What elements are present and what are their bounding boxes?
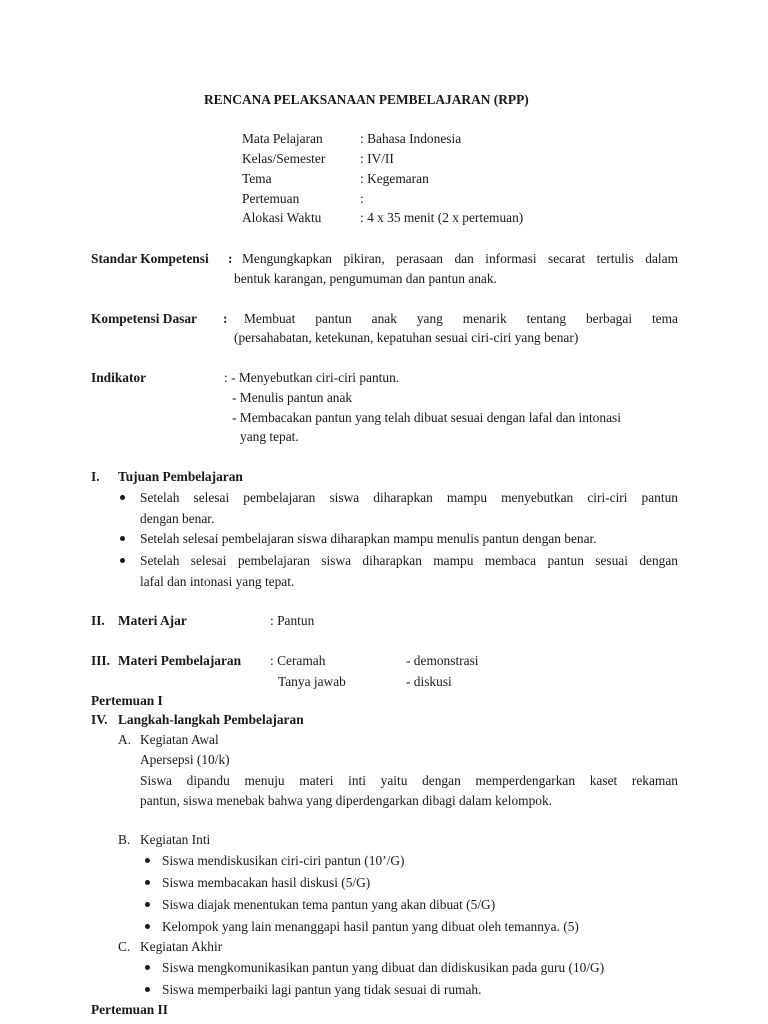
kegiatan-inti-heading: Kegiatan Inti bbox=[140, 832, 211, 847]
bullet-icon bbox=[145, 880, 150, 885]
activity-letter-b: B. bbox=[118, 832, 131, 847]
identity-value-class: : IV/II bbox=[360, 151, 394, 166]
identity-label-class: Kelas/Semester bbox=[242, 151, 326, 166]
standar-text-line2: bentuk karangan, pengumuman dan pantun anak. bbox=[234, 271, 497, 286]
akhir-item: Siswa mengkomunikasikan pantun yang dibuat dan didiskusikan pada guru (10/G) bbox=[162, 960, 605, 975]
bullet-icon bbox=[145, 902, 150, 907]
inti-item: Siswa diajak menentukan tema pantun yang akan dibuat (5/G) bbox=[162, 897, 496, 912]
tujuan-bullet2: Setelah selesai pembelajaran siswa diharapkan mampu menulis pantun dengan benar. bbox=[140, 531, 597, 546]
indikator-line1: : - Menyebutkan ciri-ciri pantun. bbox=[224, 370, 400, 385]
method-tanya-jawab: Tanya jawab bbox=[278, 674, 346, 689]
tujuan-bullet1-line1: Setelah selesai pembelajaran siswa diharapkan mampu menyebutkan ciri-ciri pantun bbox=[140, 490, 678, 505]
indikator-label: Indikator bbox=[91, 370, 147, 385]
tujuan-bullet3-line2: lafal dan intonasi yang tepat. bbox=[140, 574, 295, 589]
bullet-icon bbox=[145, 965, 150, 970]
kompetensi-text-line1: Membuat pantun anak yang menarik tentang berbagai tema bbox=[244, 311, 678, 326]
bullet-icon bbox=[145, 924, 150, 929]
kegiatan-awal-heading: Kegiatan Awal bbox=[140, 732, 219, 747]
tujuan-heading: Tujuan Pembelajaran bbox=[118, 469, 243, 484]
bullet-icon bbox=[120, 558, 125, 563]
indikator-line4: yang tepat. bbox=[240, 429, 299, 444]
inti-item: Siswa mendiskusikan ciri-ciri pantun (10’/G) bbox=[162, 853, 405, 868]
kegiatan-awal-line1: Siswa dipandu menuju materi inti yaitu dengan memperdengarkan kaset rekaman bbox=[140, 773, 678, 788]
kegiatan-awal-line2: pantun, siswa menebak bahwa yang diperdengarkan dibagi dalam kelompok. bbox=[140, 793, 553, 808]
bullet-icon bbox=[145, 858, 150, 863]
identity-label-time: Alokasi Waktu bbox=[242, 210, 322, 225]
akhir-item: Siswa memperbaiki lagi pantun yang tidak sesuai di rumah. bbox=[162, 982, 482, 997]
materi-ajar-heading: Materi Ajar bbox=[118, 613, 187, 628]
method-ceramah: : Ceramah bbox=[270, 653, 326, 668]
identity-value-time: : 4 x 35 menit (2 x pertemuan) bbox=[360, 210, 524, 225]
method-demonstrasi: - demonstrasi bbox=[406, 653, 479, 668]
kompetensi-label: Kompetensi Dasar bbox=[91, 311, 198, 326]
inti-item: Kelompok yang lain menanggapi hasil pantun yang dibuat oleh temannya. (5) bbox=[162, 919, 579, 934]
section-number-2: II. bbox=[91, 613, 105, 628]
identity-label-subject: Mata Pelajaran bbox=[242, 131, 323, 146]
section-number-4: IV. bbox=[91, 712, 108, 727]
method-diskusi: - diskusi bbox=[406, 674, 452, 689]
indikator-line2: - Menulis pantun anak bbox=[232, 390, 353, 405]
pertemuan-2-heading: Pertemuan II bbox=[91, 1002, 168, 1017]
activity-letter-c: C. bbox=[118, 939, 131, 954]
identity-label-meeting: Pertemuan bbox=[242, 191, 300, 206]
activity-letter-a: A. bbox=[118, 732, 132, 747]
bullet-icon bbox=[120, 495, 125, 500]
document-title: RENCANA PELAKSANAAN PEMBELAJARAN (RPP) bbox=[204, 92, 529, 107]
identity-label-theme: Tema bbox=[242, 171, 272, 186]
materi-pembelajaran-heading: Materi Pembelajaran bbox=[118, 653, 242, 668]
apersepsi-label: Apersepsi (10/k) bbox=[140, 752, 230, 767]
identity-value-meeting: : bbox=[360, 191, 364, 206]
kompetensi-colon: : bbox=[223, 311, 228, 326]
indikator-line3: - Membacakan pantun yang telah dibuat sesuai dengan lafal dan intonasi bbox=[232, 410, 621, 425]
materi-ajar-value: : Pantun bbox=[270, 613, 315, 628]
identity-value-subject: : Bahasa Indonesia bbox=[360, 131, 462, 146]
bullet-icon bbox=[145, 987, 150, 992]
standar-text-line1: Mengungkapkan pikiran, perasaan dan informasi secarat tertulis dalam bbox=[242, 251, 678, 266]
kegiatan-akhir-heading: Kegiatan Akhir bbox=[140, 939, 223, 954]
tujuan-bullet1-line2: dengan benar. bbox=[140, 511, 215, 526]
pertemuan-1-heading: Pertemuan I bbox=[91, 693, 163, 708]
inti-item: Siswa membacakan hasil diskusi (5/G) bbox=[162, 875, 371, 890]
kompetensi-text-line2: (persahabatan, ketekunan, kepatuhan sesuai ciri-ciri yang benar) bbox=[234, 330, 579, 345]
bullet-icon bbox=[120, 536, 125, 541]
tujuan-bullet3-line1: Setelah selesai pembelajaran siswa diharapkan mampu membaca pantun sesuai dengan bbox=[140, 553, 678, 568]
standar-colon: : bbox=[228, 251, 233, 266]
section-number-3: III. bbox=[91, 653, 110, 668]
section-number-1: I. bbox=[91, 469, 100, 484]
identity-value-theme: : Kegemaran bbox=[360, 171, 429, 186]
langkah-heading: Langkah-langkah Pembelajaran bbox=[118, 712, 304, 727]
standar-label: Standar Kompetensi bbox=[91, 251, 209, 266]
